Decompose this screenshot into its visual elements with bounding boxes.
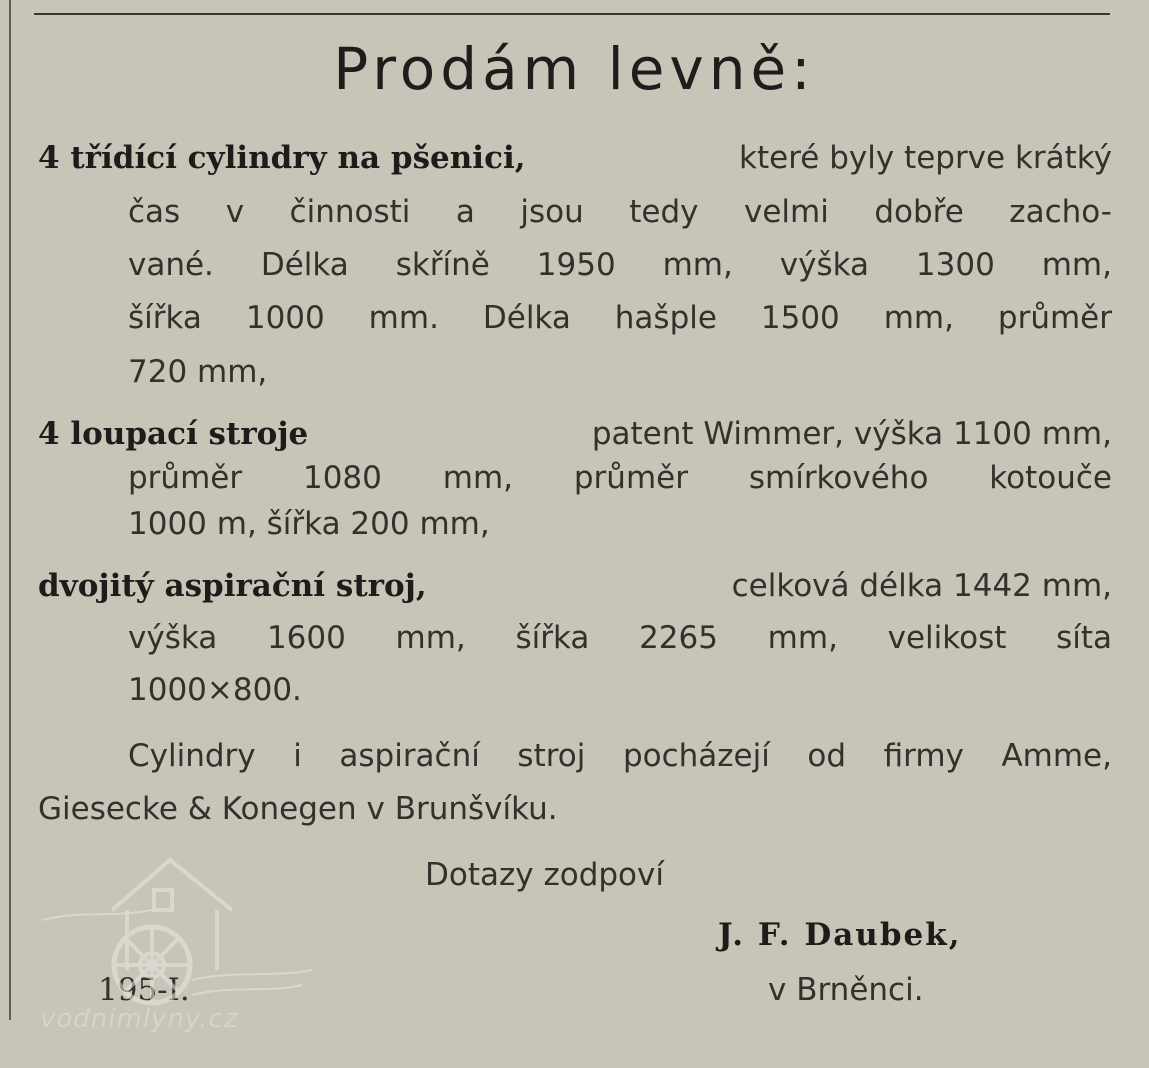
item-2-title: 4 loupací stroje [38, 416, 309, 452]
item-2-line-3: 1000 m, šířka 200 mm, [128, 506, 490, 542]
item-1-first-line [38, 138, 1112, 178]
note-line-2: Giesecke & Konegen v Brunšvíku. [38, 791, 558, 827]
contact-intro: Dotazy zodpoví [425, 857, 664, 893]
ad-code: 195-I. [98, 972, 190, 1008]
item-1-line-2: čas v činnosti a jsou tedy velmi dobře zacho- [128, 194, 1112, 230]
item-1-title: 4 třídící cylindry na pšenici, [38, 140, 526, 176]
item-3-line-2: výška 1600 mm, šířka 2265 mm, velikost síta [128, 620, 1112, 656]
item-2-line-1: patent Wimmer, výška 1100 mm, [591, 416, 1112, 452]
item-3-first-line [38, 566, 1112, 606]
contact-name: J. F. Daubek, [718, 917, 962, 953]
watermark-text: vodnimlyny.cz [40, 1004, 239, 1034]
left-border-rule [9, 0, 11, 1020]
item-1-line-4: šířka 1000 mm. Délka hašple 1500 mm, průměr [128, 300, 1112, 336]
item-1-line-1: které byly teprve krátký [739, 140, 1112, 176]
ad-heading: Prodám levně: [333, 35, 816, 103]
note-line-1: Cylindry i aspirační stroj pocházejí od firmy Amme, [128, 738, 1112, 774]
contact-place: v Brněnci. [768, 972, 924, 1008]
item-1-line-3: vané. Délka skříně 1950 mm, výška 1300 mm, [128, 247, 1112, 283]
top-border-rule [34, 13, 1110, 15]
item-3-line-1: celková délka 1442 mm, [731, 568, 1112, 604]
item-3-title: dvojitý aspirační stroj, [38, 568, 427, 604]
item-2-line-2: průměr 1080 mm, průměr smírkového kotouče [128, 460, 1112, 496]
item-2-first-line [38, 414, 1112, 454]
item-3-line-3: 1000×800. [128, 672, 302, 708]
item-1-line-5: 720 mm, [128, 354, 268, 390]
